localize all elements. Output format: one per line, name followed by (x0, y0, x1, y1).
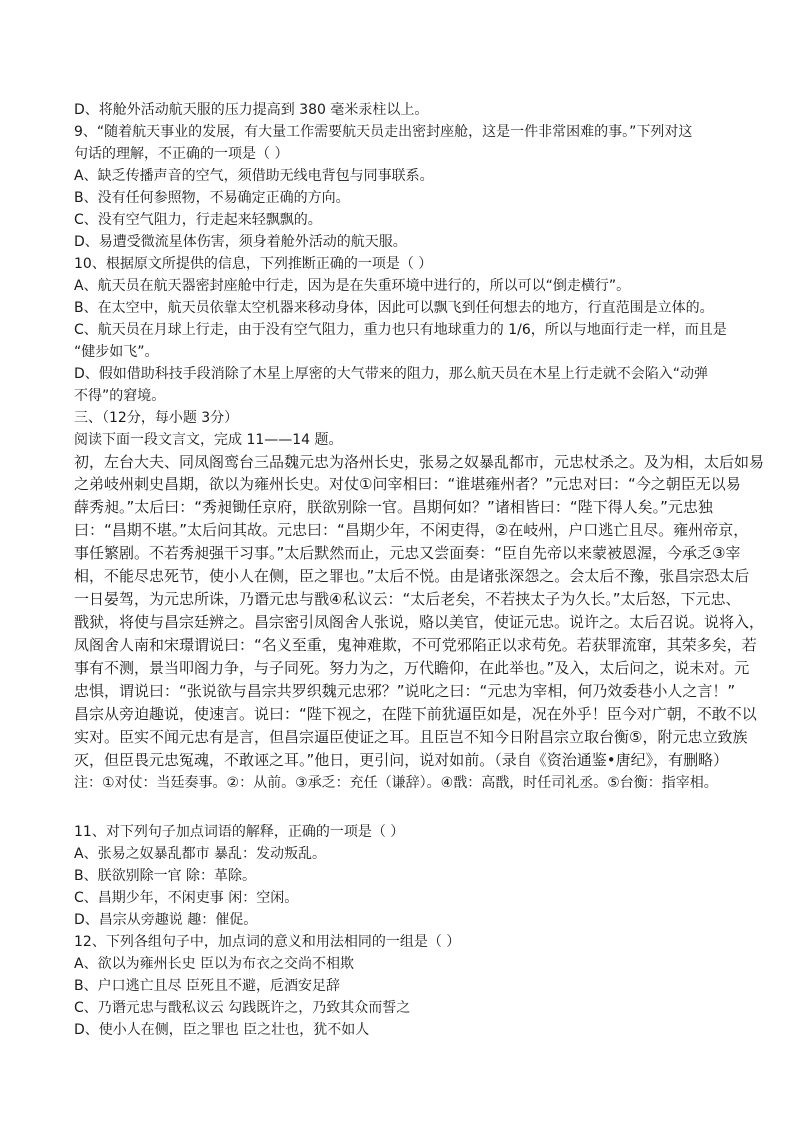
passage-line: 灭，但臣畏元忠冤魂，不敢诬之耳。”他日，更引问，说对如前。（录自《资治通鉴•唐纪》，有删略） (74, 751, 729, 769)
option-9d: D、易遭受微流星体伤害，须身着舱外活动的航天服。 (74, 234, 407, 250)
option-11d: D、昌宗从旁趣说 趣：催促。 (74, 912, 258, 928)
option-10d: D、假如借助科技手段消除了木星上厚密的大气带来的阻力，那么航天员在木星上行走就不会陷入“动弹 (74, 366, 709, 382)
option-11c: C、昌期少年，不闲吏事 闲：空闲。 (74, 890, 299, 906)
option-12d: D、使小人在侧，臣之罪也 臣之壮也，犹不如人 (74, 1022, 370, 1038)
option-10d-cont: 不得”的窘境。 (74, 388, 166, 404)
option-12b: B、户口逃亡且尽 臣死且不避，卮酒安足辞 (74, 978, 341, 994)
passage-line: 之弟岐州刺史昌期，欲以为雍州长史。对仗①问宰相曰：“谁堪雍州者？”元忠对曰：“今之朝臣无以易 (74, 475, 741, 493)
passage-line: 初，左台大夫、同凤阁鸾台三品魏元忠为洛州长史，张易之奴暴乱都市，元忠杖杀之。及为相，太后如易 (74, 453, 765, 471)
option-8d: D、将舱外活动航天服的压力提高到 380 毫米汞柱以上。 (74, 102, 429, 118)
option-12a: A、欲以为雍州长史 臣以为布衣之交尚不相欺 (74, 956, 355, 972)
passage-line: 实对。臣实不闻元忠有是言，但昌宗逼臣使证之耳。且臣岂不知今日附昌宗立取台衡⑤，附元忠立致族 (74, 728, 748, 746)
section-3-heading: 三、（12分，每小题 3分） (74, 410, 239, 426)
passage-line: 昌宗从旁迫趣说，使速言。说曰：“陛下视之，在陛下前犹逼臣如是，况在外乎！臣今对广朝，不敢不以 (74, 705, 757, 723)
option-11b: B、朕欲别除一官 除：革除。 (74, 868, 257, 884)
option-9c: C、没有空气阻力，行走起来轻飘飘的。 (74, 212, 322, 228)
question-9-cont: 句话的理解，不正确的一项是（ ） (74, 146, 289, 162)
option-9b: B、没有任何参照物，不易确定正确的方向。 (74, 190, 350, 206)
passage-line: 凤阁舍人南和宋璟谓说曰：“名义至重，鬼神难欺，不可党邪陷正以求苟免。若获罪流窜，其荣多矣，若 (74, 636, 757, 654)
passage-line: 相，不能尽忠死节，使小人在侧，臣之罪也。”太后不悦。由是诸张深怨之。会太后不豫，张昌宗恐太后 (74, 567, 750, 585)
question-9: 9、“随着航天事业的发展，有大量工作需要航天员走出密封座舱，这是一件非常困难的事。”下列对这 (74, 124, 693, 140)
option-10c-cont: “健步如飞”。 (74, 344, 159, 360)
passage-line: 戬狱，将使与昌宗廷辨之。昌宗密引凤阁舍人张说，赂以美官，使证元忠。说许之。太后召说。说将入， (74, 613, 765, 631)
option-11a: A、张易之奴暴乱都市 暴乱：发动叛乱。 (74, 846, 327, 862)
option-12c: C、乃谮元忠与戬私议云 勾践既许之，乃致其众而誓之 (74, 1000, 411, 1016)
section-3-instruction: 阅读下面一段文言文，完成 11——14 题。 (74, 432, 343, 448)
passage-line: 事任繁剧。不若秀昶强干习事。”太后默然而止，元忠又尝面奏：“臣自先帝以来蒙被恩渥，今承乏③宰 (74, 544, 741, 562)
question-10: 10、根据原文所提供的信息，下列推断正确的一项是（ ） (74, 256, 433, 272)
passage-line: 忠惧，谓说曰：“张说欲与昌宗共罗织魏元忠邪？”说叱之曰：“元忠为宰相，何乃效委巷小人之言！” (74, 682, 736, 700)
passage-line: 曰：“昌期不堪。”太后问其故。元忠曰：“昌期少年，不闲吏得，②在岐州，户口逃亡且尽。雍州帝京， (74, 521, 749, 539)
question-11: 11、对下列句子加点词语的解释，正确的一项是（ ） (74, 824, 405, 840)
option-10b: B、在太空中，航天员依靠太空机器来移动身体，因此可以飘飞到任何想去的地方，行直范围是立体的。 (74, 300, 714, 316)
option-10c: C、航天员在月球上行走，由于没有空气阻力，重力也只有地球重力的 1/6，所以与地面行走一样，而且是 (74, 322, 727, 338)
passage-notes: 注：①对仗：当廷奏事。②：从前。③承乏：充任（谦辞）。④戬：高戬，时任司礼丞。⑤台衡：指宰相。 (74, 775, 718, 791)
option-9a: A、缺乏传播声音的空气，须借助无线电背包与同事联系。 (74, 168, 434, 184)
passage-line: 事有不测，景当叩阁力争，与子同死。努力为之，万代瞻仰，在此举也。”及入，太后问之，说未对。元 (74, 659, 750, 677)
question-12: 12、下列各组句子中，加点词的意义和用法相同的一组是（ ） (74, 934, 461, 950)
passage-line: 一日晏驾，为元忠所诛，乃谮元忠与戬④私议云：“太后老矣，不若挟太子为久长。”太后怒，下元忠、 (74, 590, 741, 608)
option-10a: A、航天员在航天器密封座舱中行走，因为是在失重环境中进行的，所以可以“倒走横行”。 (74, 278, 631, 294)
passage-line: 薛秀昶。”太后曰：“秀昶锄任京府，朕欲别除一官。昌期何如？”诸相皆曰：“陛下得人矣。”元忠独 (74, 498, 713, 516)
